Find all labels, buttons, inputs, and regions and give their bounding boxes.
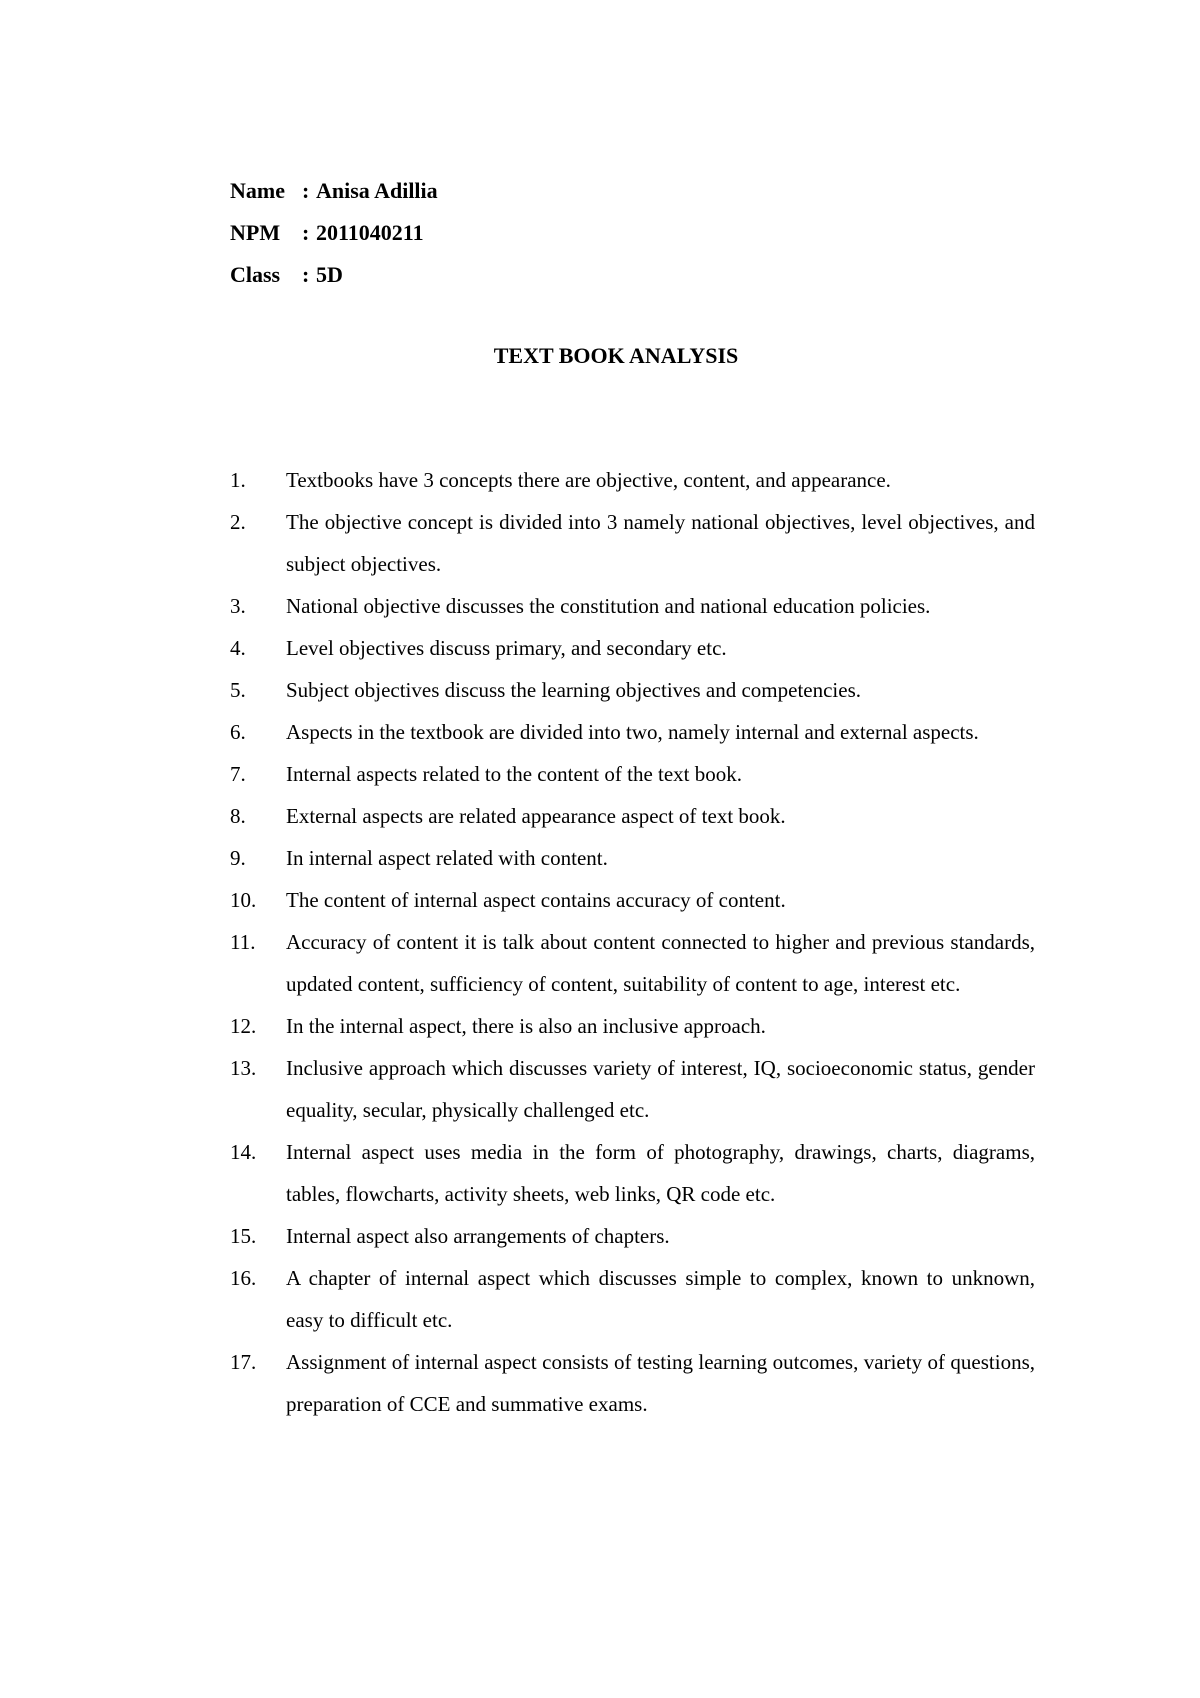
list-item-text: Assignment of internal aspect consists of testing learning outcomes, variety of questions, preparation of CCE and summative exams. [286,1350,1035,1416]
list-item-text: In the internal aspect, there is also an inclusive approach. [286,1014,766,1038]
list-item-text: A chapter of internal aspect which discusses simple to complex, known to unknown, easy to difficult etc. [286,1266,1035,1332]
list-item-number: 3. [230,594,246,618]
list-item-text: External aspects are related appearance aspect of text book. [286,804,786,828]
list-item-text: Subject objectives discuss the learning objectives and competencies. [286,678,861,702]
list-item [230,585,1035,627]
class-separator: : [302,262,310,287]
list-item-number: 12. [230,1014,257,1038]
list-item-text: Aspects in the textbook are divided into two, namely internal and external aspects. [286,720,979,744]
list-item-number: 1. [230,468,246,492]
list-item [230,711,1035,753]
list-item-number: 14. [230,1140,257,1164]
list-item-number: 7. [230,762,246,786]
list-item-text: Level objectives discuss primary, and secondary etc. [286,636,727,660]
list-item-text: Internal aspects related to the content of the text book. [286,762,743,786]
npm-separator: : [302,220,310,245]
list-item-text: In internal aspect related with content. [286,846,608,870]
name-row [230,170,730,212]
list-item-number: 11. [230,930,256,954]
list-item-text: Internal aspect also arrangements of chapters. [286,1224,670,1248]
list-item [230,1257,1035,1341]
list-item [230,1341,1035,1425]
list-item-text: The content of internal aspect contains accuracy of content. [286,888,786,912]
list-item-number: 15. [230,1224,257,1248]
class-value: 5D [316,262,343,287]
npm-value: 2011040211 [316,220,424,245]
list-item [230,879,1035,921]
class-label: Class [230,262,281,287]
list-item [230,627,1035,669]
list-item-number: 13. [230,1056,257,1080]
list-item-number: 16. [230,1266,257,1290]
list-item [230,459,1035,501]
name-separator: : [302,178,310,203]
list-item [230,921,1035,1005]
list-item-text: Inclusive approach which discusses variety of interest, IQ, socioeconomic status, gender equality, secular, physically challenged etc. [286,1056,1035,1122]
list-item-number: 6. [230,720,246,744]
name-value: Anisa Adillia [316,178,438,203]
list-item [230,501,1035,585]
list-item-number: 4. [230,636,246,660]
list-item [230,669,1035,711]
list-item-text: Textbooks have 3 concepts there are objective, content, and appearance. [286,468,891,492]
list-item-number: 8. [230,804,246,828]
list-item-number: 10. [230,888,257,912]
list-item-text: Internal aspect uses media in the form of photography, drawings, charts, diagrams, tables, flowcharts, activity sheets, web links, QR code etc. [286,1140,1035,1206]
student-info [230,170,730,296]
list-item-number: 17. [230,1350,257,1374]
list-item-text: National objective discusses the constitution and national education policies. [286,594,931,618]
list-item [230,1005,1035,1047]
npm-row [230,212,730,254]
name-label: Name [230,178,285,203]
npm-label: NPM [230,220,281,245]
list-item [230,753,1035,795]
list-item [230,1047,1035,1131]
list-item [230,795,1035,837]
list-item-text: Accuracy of content it is talk about content connected to higher and previous standards, updated content, sufficiency of content, suitability of content to age, interest etc. [286,930,1035,996]
list-item-number: 5. [230,678,246,702]
list-item [230,1215,1035,1257]
list-item-number: 9. [230,846,246,870]
list-item-number: 2. [230,510,246,534]
list-item-text: The objective concept is divided into 3 namely national objectives, level objectives, and subject objectives. [286,510,1035,576]
list-item [230,837,1035,879]
class-row [230,254,730,296]
document-title: TEXT BOOK ANALYSIS [493,343,739,368]
list-item [230,1131,1035,1215]
analysis-list [230,459,1035,1425]
